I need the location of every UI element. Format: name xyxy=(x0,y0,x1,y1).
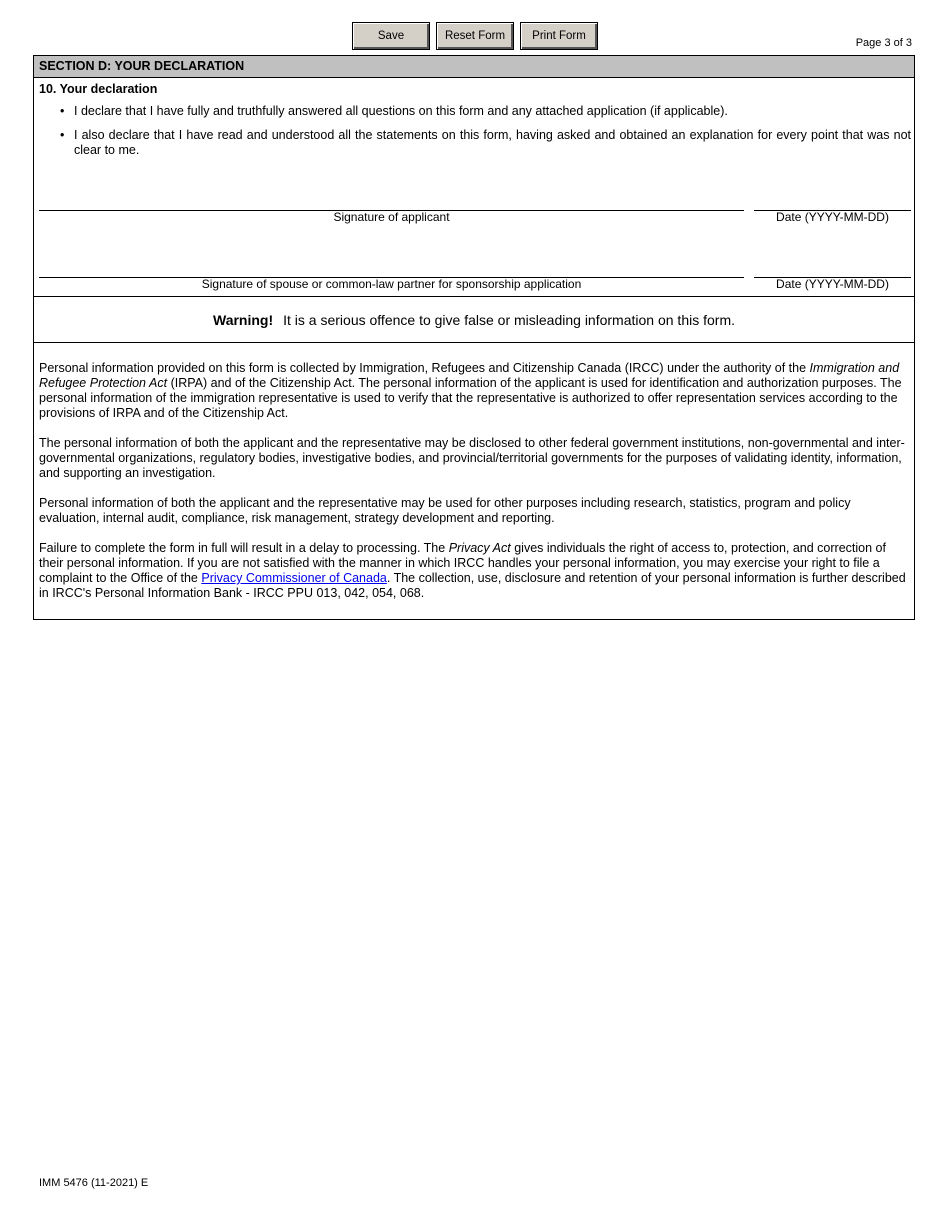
declaration-bullet-text: I declare that I have fully and truthfully answered all questions on this form and any attached application (if applicable). xyxy=(74,104,728,118)
save-button[interactable]: Save xyxy=(352,22,430,50)
section-title: SECTION D: YOUR DECLARATION xyxy=(34,56,914,78)
print-form-button[interactable]: Print Form xyxy=(520,22,598,50)
bullet-dot-icon: • xyxy=(60,104,65,118)
declaration-bullet-text: I also declare that I have read and understood all the statements on this form, having asked and obtained an explanation for every point that was not clear to me. xyxy=(74,128,911,157)
declaration-form xyxy=(33,55,915,620)
privacy-paragraph-3: Personal information of both the applicant and the representative may be used for other purposes including research, statistics, program and policy evaluation, internal audit, compliance, risk management, strategy development and reporting. xyxy=(39,496,851,525)
warning-box xyxy=(34,296,914,343)
privacy-paragraph-4: Failure to complete the form in full will result in a delay to processing. The Privacy Act gives individuals the right of access to, protection, and correction of their personal information. If you are not satisfied with the manner in which IRCC handles your personal information, you may exercise your right to file a complaint to the Office of the Privacy Commissioner of Canada. The collection, use, disclosure and retention of your personal information is further described in IRCC's Personal Information Bank - IRCC PPU 013, 042, 054, 068. xyxy=(39,541,906,600)
warning-text: It is a serious offence to give false or misleading information on this form. xyxy=(283,311,735,328)
form-code: IMM 5476 (11-2021) E xyxy=(39,1177,149,1189)
privacy-paragraph-1: Personal information provided on this form is collected by Immigration, Refugees and Citizenship Canada (IRCC) under the authority of the Immigration and Refugee Protection Act (IRPA) and of the Citizenship Act. The personal information of the applicant is used for identification and authorization purposes. The personal information of the immigration representative is used to verify that the representative is authorized to offer representation services according to the provisions of IRPA and of the Citizenship Act. xyxy=(39,361,902,420)
privacy-notice xyxy=(39,361,909,616)
privacy-paragraph-2: The personal information of both the applicant and the representative may be disclosed to other federal government institutions, non-governmental and inter-governmental organizations, regulatory bodies, investigative bodies, and provincial/territorial governments for the purposes of validating identity, information, and supporting an investigation. xyxy=(39,436,905,480)
form-toolbar xyxy=(352,22,598,50)
applicant-signature-label: Signature of applicant xyxy=(333,210,450,224)
reset-form-button[interactable]: Reset Form xyxy=(436,22,514,50)
question-title: 10. Your declaration xyxy=(39,82,158,96)
privacy-commissioner-link[interactable]: Privacy Commissioner of Canada xyxy=(201,571,387,585)
bullet-dot-icon: • xyxy=(60,128,65,142)
page-number: Page 3 of 3 xyxy=(855,37,912,49)
spouse-date-label: Date (YYYY-MM-DD) xyxy=(776,277,889,291)
spouse-signature-label: Signature of spouse or common-law partner for sponsorship application xyxy=(201,277,582,291)
applicant-date-label: Date (YYYY-MM-DD) xyxy=(776,210,889,224)
warning-label: Warning! xyxy=(213,311,274,328)
